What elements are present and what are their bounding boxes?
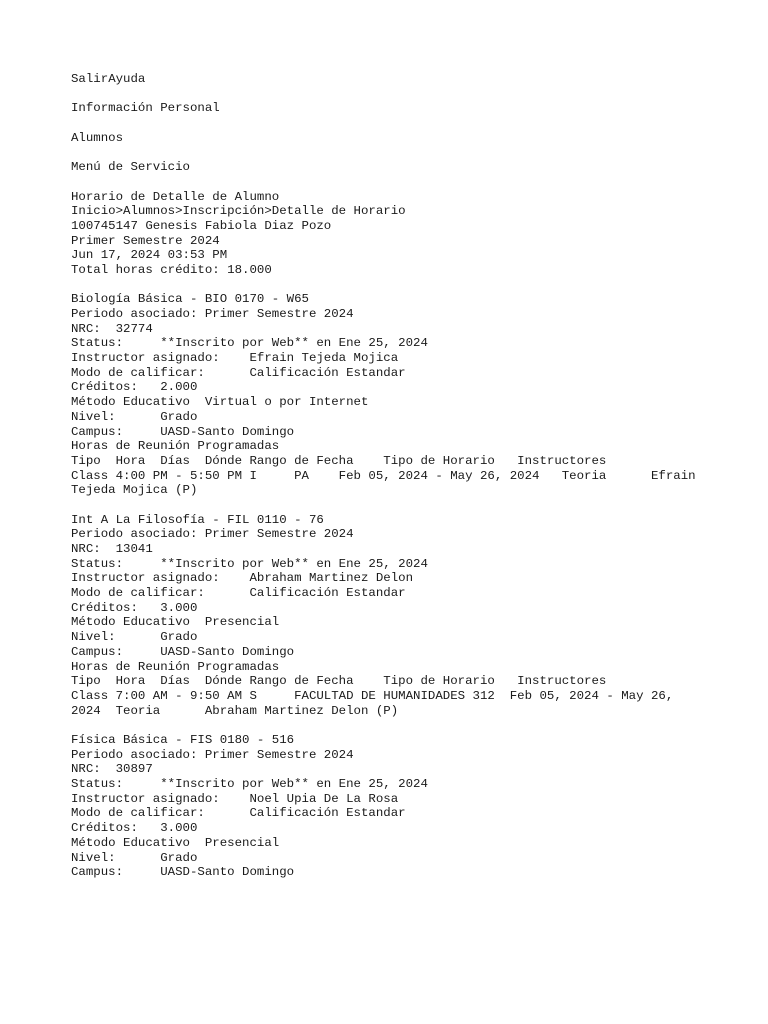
- breadcrumb: Inicio>Alumnos>Inscripción>Detalle de Horario: [71, 204, 406, 219]
- page-content: [71, 72, 731, 880]
- course-grading-mode: Modo de calificar: Calificación Estandar: [71, 586, 406, 601]
- course-block: [71, 733, 731, 880]
- course-block: [71, 292, 731, 498]
- course-method: Método Educativo Virtual o por Internet: [71, 395, 369, 410]
- salir-link[interactable]: Salir: [71, 72, 109, 86]
- course-credits: Créditos: 3.000: [71, 600, 198, 615]
- course-status: Status: **Inscrito por Web** en Ene 25, 2024: [71, 336, 428, 351]
- course-title: Física Básica - FIS 0180 - 516: [71, 733, 295, 747]
- course-level: Nivel: Grado: [71, 409, 198, 424]
- course-credits: Créditos: 3.000: [71, 821, 198, 836]
- alumnos-link[interactable]: Alumnos: [71, 130, 124, 145]
- meeting-times-title: Horas de Reunión Programadas: [71, 439, 280, 454]
- course-method: Método Educativo Presencial: [71, 835, 280, 850]
- course-credits: Créditos: 2.000: [71, 380, 198, 395]
- course-level: Nivel: Grado: [71, 850, 198, 865]
- course-campus: Campus: UASD-Santo Domingo: [71, 424, 295, 439]
- course-periodo: Periodo asociado: Primer Semestre 2024: [71, 527, 354, 542]
- timestamp: Jun 17, 2024 03:53 PM: [71, 248, 228, 263]
- course-periodo: Periodo asociado: Primer Semestre 2024: [71, 307, 354, 321]
- course-grading-mode: Modo de calificar: Calificación Estandar: [71, 365, 406, 380]
- course-periodo: Periodo asociado: Primer Semestre 2024: [71, 747, 354, 762]
- course-instructor: Instructor asignado: Noel Upia De La Rosa: [71, 791, 399, 806]
- course-nrc: NRC: 30897: [71, 762, 153, 777]
- course-instructor: Instructor asignado: Efrain Tejeda Mojica: [71, 351, 399, 366]
- page-title: Horario de Detalle de Alumno: [71, 189, 280, 204]
- meeting-times-row: Class 4:00 PM - 5:50 PM I PA Feb 05, 2024 - May 26, 2024 Teoria Efrain Tejeda Mojica (P): [71, 468, 696, 498]
- student-info: 100745147 Genesis Fabiola Diaz Pozo: [71, 218, 332, 233]
- course-grading-mode: Modo de calificar: Calificación Estandar: [71, 806, 406, 821]
- course-level: Nivel: Grado: [71, 630, 198, 645]
- course-instructor: Instructor asignado: Abraham Martinez Delon: [71, 571, 414, 586]
- course-method: Método Educativo Presencial: [71, 615, 280, 630]
- meeting-times-header: Tipo Hora Días Dónde Rango de Fecha Tipo de Horario Instructores: [71, 674, 607, 689]
- course-campus: Campus: UASD-Santo Domingo: [71, 865, 295, 880]
- ayuda-link[interactable]: Ayuda: [108, 72, 146, 86]
- term: Primer Semestre 2024: [71, 233, 220, 248]
- top-nav: [71, 72, 731, 87]
- meeting-times-title: Horas de Reunión Programadas: [71, 659, 280, 674]
- course-status: Status: **Inscrito por Web** en Ene 25, 2024: [71, 777, 428, 792]
- course-block: [71, 513, 731, 719]
- course-title: Int A La Filosofía - FIL 0110 - 76: [71, 512, 324, 527]
- meeting-times-header: Tipo Hora Días Dónde Rango de Fecha Tipo de Horario Instructores: [71, 453, 607, 468]
- menu-servicio-link[interactable]: Menú de Servicio: [71, 160, 190, 175]
- info-personal-link[interactable]: Información Personal: [71, 101, 220, 116]
- course-campus: Campus: UASD-Santo Domingo: [71, 644, 295, 659]
- course-title: Biología Básica - BIO 0170 - W65: [71, 292, 309, 307]
- total-credits: Total horas crédito: 18.000: [71, 262, 272, 277]
- course-status: Status: **Inscrito por Web** en Ene 25, 2024: [71, 556, 428, 571]
- meeting-times-row: Class 7:00 AM - 9:50 AM S FACULTAD DE HUMANIDADES 312 Feb 05, 2024 - May 26, 2024 Teoria Abraham Martinez Delon (P): [71, 688, 674, 718]
- course-nrc: NRC: 32774: [71, 321, 153, 336]
- course-nrc: NRC: 13041: [71, 542, 153, 557]
